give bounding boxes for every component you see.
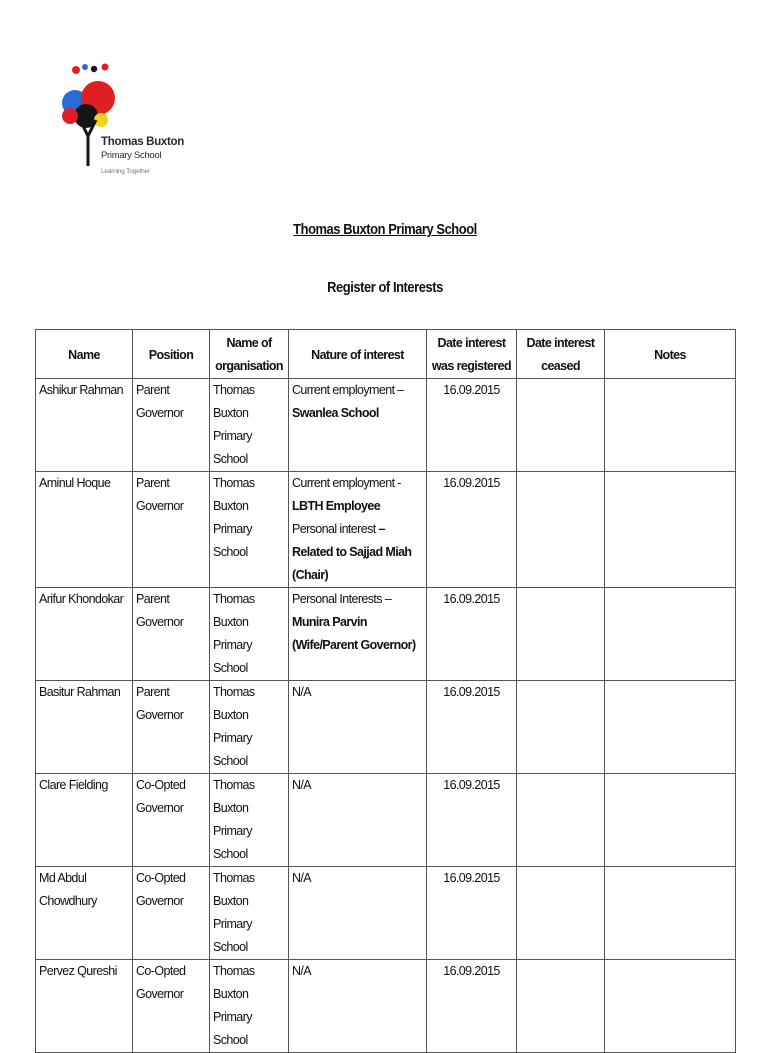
table-header-row (36, 330, 736, 379)
cell-organisation: Thomas Buxton Primary School (210, 588, 289, 681)
table-row (36, 472, 736, 588)
logo-tree-icon (58, 58, 168, 182)
cell-organisation: Thomas Buxton Primary School (210, 681, 289, 774)
cell-position: Parent Governor (133, 681, 210, 774)
cell-ceased (517, 588, 605, 681)
cell-registered: 16.09.2015 (427, 681, 517, 774)
header-notes: Notes (605, 330, 736, 379)
cell-registered: 16.09.2015 (427, 774, 517, 867)
header-nature: Nature of interest (289, 330, 427, 379)
header-organisation: Name of organisation (210, 330, 289, 379)
cell-nature (289, 472, 427, 588)
cell-organisation: Thomas Buxton Primary School (210, 472, 289, 588)
cell-ceased (517, 960, 605, 1053)
register-table (35, 329, 736, 1053)
cell-ceased (517, 379, 605, 472)
cell-registered: 16.09.2015 (427, 379, 517, 472)
nature-text: Personal Interests – (292, 592, 392, 606)
nature-bold: Swanlea School (292, 406, 379, 420)
cell-ceased (517, 774, 605, 867)
table-row (36, 588, 736, 681)
cell-notes (605, 867, 736, 960)
cell-position: Co-Opted Governor (133, 774, 210, 867)
cell-organisation: Thomas Buxton Primary School (210, 960, 289, 1053)
nature-bold-2: – Related to Sajjad Miah (Chair) (292, 522, 412, 582)
cell-notes (605, 774, 736, 867)
logo-subname: Primary School (101, 150, 162, 161)
cell-name: Clare Fielding (36, 774, 133, 867)
cell-registered: 16.09.2015 (427, 588, 517, 681)
header-name: Name (36, 330, 133, 379)
cell-position: Co-Opted Governor (133, 867, 210, 960)
page-subtitle: Register of Interests (327, 279, 443, 296)
logo-name: Thomas Buxton (101, 136, 184, 148)
cell-registered: 16.09.2015 (427, 867, 517, 960)
table-row (36, 379, 736, 472)
cell-notes (605, 472, 736, 588)
cell-notes (605, 960, 736, 1053)
table-row (36, 774, 736, 867)
cell-nature (289, 588, 427, 681)
table-row (36, 681, 736, 774)
cell-organisation: Thomas Buxton Primary School (210, 867, 289, 960)
cell-position: Parent Governor (133, 588, 210, 681)
cell-registered: 16.09.2015 (427, 960, 517, 1053)
table-row (36, 867, 736, 960)
cell-name: Ashikur Rahman (36, 379, 133, 472)
cell-position: Parent Governor (133, 472, 210, 588)
cell-notes (605, 379, 736, 472)
cell-ceased (517, 472, 605, 588)
cell-nature: N/A (289, 681, 427, 774)
cell-ceased (517, 681, 605, 774)
cell-ceased (517, 867, 605, 960)
cell-organisation: Thomas Buxton Primary School (210, 379, 289, 472)
header-position: Position (133, 330, 210, 379)
header-ceased: Date interest ceased (517, 330, 605, 379)
nature-text-2: Personal interest (292, 522, 379, 536)
cell-name: Basitur Rahman (36, 681, 133, 774)
cell-registered: 16.09.2015 (427, 472, 517, 588)
cell-organisation: Thomas Buxton Primary School (210, 774, 289, 867)
cell-name: Md Abdul Chowdhury (36, 867, 133, 960)
page-title: Thomas Buxton Primary School (293, 221, 477, 238)
nature-bold: Munira Parvin (Wife/Parent Governor) (292, 615, 416, 652)
nature-text: Current employment – (292, 383, 404, 397)
cell-notes (605, 588, 736, 681)
cell-nature (289, 379, 427, 472)
cell-name: Arifur Khondokar (36, 588, 133, 681)
cell-notes (605, 681, 736, 774)
table-row (36, 960, 736, 1053)
nature-text: Current employment - (292, 476, 401, 490)
cell-position: Co-Opted Governor (133, 960, 210, 1053)
cell-nature: N/A (289, 960, 427, 1053)
nature-bold: LBTH Employee (292, 499, 381, 513)
cell-name: Aminul Hoque (36, 472, 133, 588)
cell-position: Parent Governor (133, 379, 210, 472)
cell-nature: N/A (289, 774, 427, 867)
cell-name: Pervez Qureshi (36, 960, 133, 1053)
logo-tagline: Learning Together (101, 168, 150, 175)
school-logo (58, 58, 184, 182)
cell-nature: N/A (289, 867, 427, 960)
header-registered: Date interest was registered (427, 330, 517, 379)
